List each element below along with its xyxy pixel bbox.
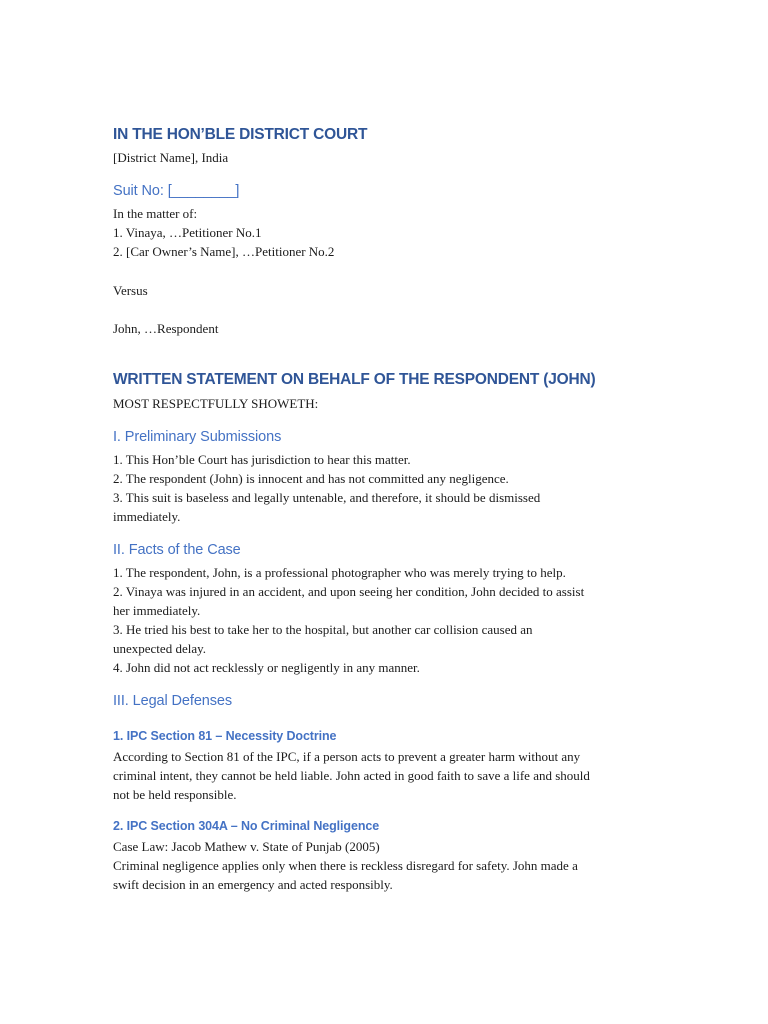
defense-1-heading: 1. IPC Section 81 – Necessity Doctrine bbox=[113, 729, 337, 743]
suit-number-heading: Suit No: [________] bbox=[113, 183, 240, 199]
defenses-heading: III. Legal Defenses bbox=[113, 693, 233, 709]
court-heading: IN THE HON’BLE DISTRICT COURT bbox=[113, 126, 368, 143]
preliminary-line: 3. This suit is baseless and legally untenable, and therefore, it should be dismissed bbox=[113, 490, 541, 505]
defense-2-line: Criminal negligence applies only when there is reckless disregard for safety. John made a bbox=[113, 858, 578, 873]
petitioner-1: 1. Vinaya, …Petitioner No.1 bbox=[113, 225, 262, 240]
versus-text: Versus bbox=[113, 283, 148, 298]
preliminary-line: 1. This Hon’ble Court has jurisdiction to hear this matter. bbox=[113, 452, 411, 467]
facts-line: her immediately. bbox=[113, 603, 201, 618]
defense-2-line: Case Law: Jacob Mathew v. State of Punjab (2005) bbox=[113, 839, 380, 854]
facts-heading: II. Facts of the Case bbox=[113, 542, 241, 558]
statement-opening: MOST RESPECTFULLY SHOWETH: bbox=[113, 396, 319, 411]
facts-line: 1. The respondent, John, is a professional photographer who was merely trying to help. bbox=[113, 565, 566, 580]
facts-line: 4. John did not act recklessly or negligently in any manner. bbox=[113, 660, 420, 675]
court-location: [District Name], India bbox=[113, 150, 229, 165]
defense-1-line: not be held responsible. bbox=[113, 787, 237, 802]
preliminary-line: 2. The respondent (John) is innocent and has not committed any negligence. bbox=[113, 471, 509, 486]
defense-2-heading: 2. IPC Section 304A – No Criminal Negligence bbox=[113, 819, 380, 833]
parties-intro: In the matter of: bbox=[113, 206, 198, 221]
respondent-name: John, …Respondent bbox=[113, 321, 219, 336]
defense-1-line: criminal intent, they cannot be held liable. John acted in good faith to save a life and should bbox=[113, 768, 590, 783]
petitioner-2: 2. [Car Owner’s Name], …Petitioner No.2 bbox=[113, 244, 335, 259]
defense-1-line: According to Section 81 of the IPC, if a person acts to prevent a greater harm without any bbox=[113, 749, 581, 764]
statement-title: WRITTEN STATEMENT ON BEHALF OF THE RESPONDENT (JOHN) bbox=[113, 371, 596, 388]
facts-line: 2. Vinaya was injured in an accident, and upon seeing her condition, John decided to assist bbox=[113, 584, 585, 599]
preliminary-heading: I. Preliminary Submissions bbox=[113, 429, 282, 445]
facts-line: unexpected delay. bbox=[113, 641, 206, 656]
preliminary-line: immediately. bbox=[113, 509, 181, 524]
defense-2-line: swift decision in an emergency and acted responsibly. bbox=[113, 877, 393, 892]
facts-line: 3. He tried his best to take her to the hospital, but another car collision caused an bbox=[113, 622, 533, 637]
